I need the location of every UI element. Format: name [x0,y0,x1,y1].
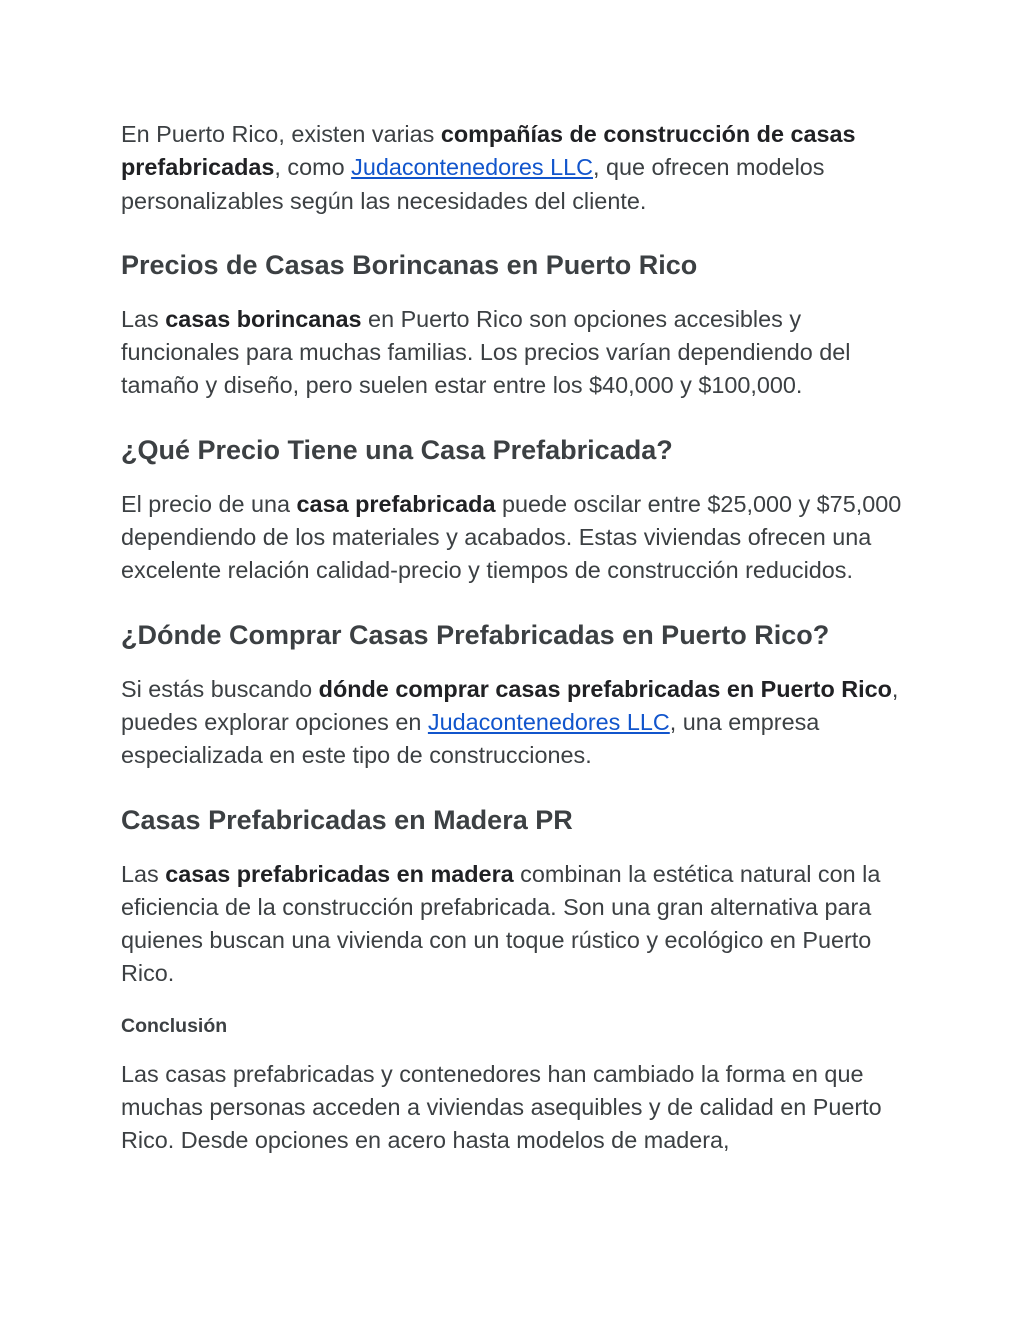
s2-text-2: puede oscilar entre $25,000 y $75,000 dependiendo de los materiales y acabados. Estas viviendas ofrecen una excelente relación calidad-precio y tiempos de construcción reducidos. [121,490,902,584]
s1-text-1: Las [121,305,166,332]
judacontenedores-link[interactable]: Judacontenedores LLC [351,154,594,181]
s2-bold-1: casa prefabricada [296,490,496,517]
heading-donde-comprar: ¿Dónde Comprar Casas Prefabricadas en Puerto Rico? [121,619,830,650]
s4-text-2: combinan la estética natural con la eficiencia de la construcción prefabricada. Son una gran alternativa para quienes buscan una vivienda con un toque rústico y ecológico en Puerto Rico. [121,860,881,987]
heading-precios-borincanas: Precios de Casas Borincanas en Puerto Rico [121,249,698,280]
judacontenedores-link-2[interactable]: Judacontenedores LLC [427,708,670,735]
s3-bold-1: dónde comprar casas prefabricadas en Puerto Rico [318,675,892,702]
document-page [121,118,921,1158]
paragraph-precio-prefabricada [121,488,921,588]
paragraph-precios-borincanas [121,303,921,403]
intro-text-2: , como [274,154,352,181]
s2-text-1: El precio de una [121,490,297,517]
heading-madera: Casas Prefabricadas en Madera PR [121,804,573,835]
paragraph-donde-comprar [121,673,921,773]
s3-text-1: Si estás buscando [121,675,319,702]
s4-text-1: Las [121,860,166,887]
s3-text-3: , una empresa especializada en este tipo de construcciones. [121,708,820,769]
s1-text-2: en Puerto Rico son opciones accesibles y funcionales para muchas familias. Los precios varían dependiendo del tamaño y diseño, pero suelen estar entre los $40,000 y $100,000. [121,305,851,399]
s4-bold-1: casas prefabricadas en madera [165,860,514,887]
paragraph-conclusion: Las casas prefabricadas y contenedores han cambiado la forma en que muchas personas acceden a viviendas asequibles y de calidad en Puerto Rico. Desde opciones en acero hasta modelos de madera, [121,1060,882,1154]
heading-conclusion: Conclusión [121,1014,228,1037]
intro-text-3: , que ofrecen modelos personalizables según las necesidades del cliente. [121,154,825,214]
intro-bold-1: compañías de construcción de casas prefabricadas [121,121,856,181]
intro-paragraph [121,118,921,218]
paragraph-madera [121,858,921,991]
s3-text-2: , puedes explorar opciones en [121,675,899,735]
intro-text-1: En Puerto Rico, existen varias [121,121,441,147]
heading-precio-prefabricada: ¿Qué Precio Tiene una Casa Prefabricada? [121,434,673,465]
s1-bold-1: casas borincanas [165,305,362,332]
